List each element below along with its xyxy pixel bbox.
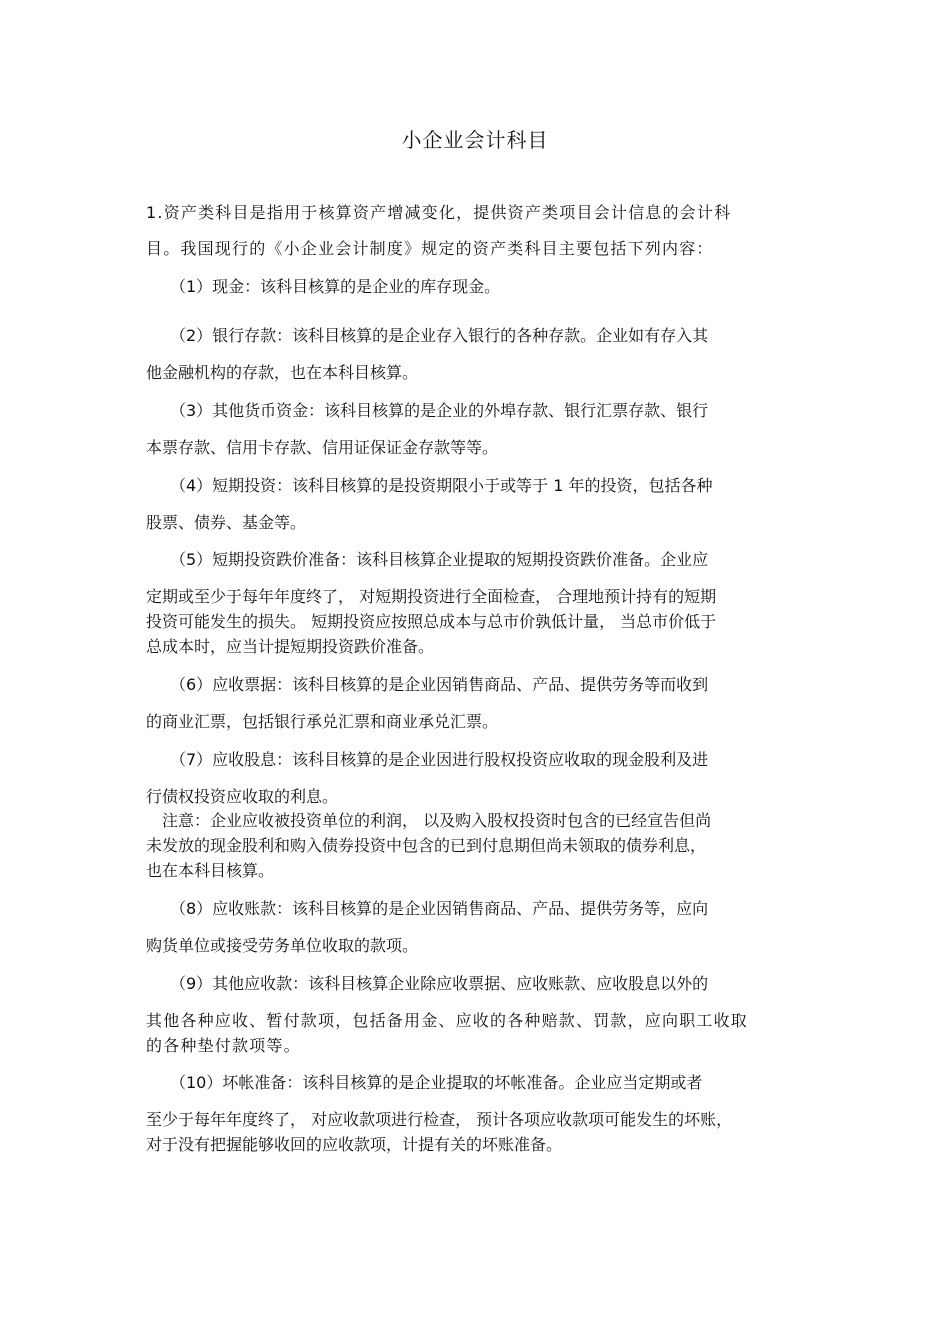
text-line: 目。我国现行的《小企业会计制度》规定的资产类科目主要包括下列内容： [146, 239, 714, 258]
text-line: 总成本时，应当计提短期投资跌价准备。 [146, 637, 435, 656]
text-line: 的商业汇票，包括银行承兑汇票和商业承兑汇票。 [146, 712, 499, 731]
text-line: （5）短期投资跌价准备：该科目核算企业提取的短期投资跌价准备。企业应 [170, 550, 709, 569]
text-line: 也在本科目核算。 [146, 861, 275, 880]
text-line: 他金融机构的存款，也在本科目核算。 [146, 363, 419, 382]
text-line: 至少于每年年度终了， 对应收款项进行检查， 预计各项应收款项可能发生的坏账， [146, 1110, 733, 1129]
text-line: （6）应收票据：该科目核算的是企业因销售商品、产品、提供劳务等而收到 [170, 675, 709, 694]
text-line: 股票、债券、基金等。 [146, 513, 307, 532]
text-line: 其他各种应收、暂付款项，包括备用金、应收的各种赔款、罚款，应向职工收取 [146, 1011, 749, 1030]
document-title: 小企业会计科目 [401, 128, 549, 152]
text-line: 未发放的现金股利和购入债券投资中包含的已到付息期但尚未领取的债券利息， [146, 836, 707, 855]
text-line: （8）应收账款：该科目核算的是企业因销售商品、产品、提供劳务等，应向 [170, 899, 709, 918]
text-line: （3）其他货币资金：该科目核算的是企业的外埠存款、银行汇票存款、银行 [170, 401, 709, 420]
text-line: （2）银行存款：该科目核算的是企业存入银行的各种存款。企业如有存入其 [170, 326, 709, 345]
text-line: 定期或至少于每年年度终了， 对短期投资进行全面检查， 合理地预计持有的短期 [146, 587, 717, 606]
text-line: 投资可能发生的损失。 短期投资应按照总成本与总市价孰低计量， 当总市价低于 [146, 612, 717, 631]
text-line: 注意：企业应收被投资单位的利润， 以及购入股权投资时包含的已经宣告但尚 [162, 811, 712, 830]
text-line: 的各种垫付款项等。 [146, 1036, 301, 1055]
text-line: 本票存款、信用卡存款、信用证保证金存款等等。 [146, 438, 499, 457]
text-line: 对于没有把握能够收回的应收款项，计提有关的坏账准备。 [146, 1135, 563, 1154]
text-line: （9）其他应收款：该科目核算企业除应收票据、应收账款、应收股息以外的 [170, 974, 709, 993]
text-line: （4）短期投资：该科目核算的是投资期限小于或等于 1 年的投资，包括各种 [170, 476, 713, 495]
text-line: 行债权投资应收取的利息。 [146, 787, 339, 806]
text-line: （10）坏帐准备：该科目核算的是企业提取的坏帐准备。企业应当定期或者 [170, 1073, 703, 1092]
text-line: 购货单位或接受劳务单位收取的款项。 [146, 936, 419, 955]
text-line: （1）现金：该科目核算的是企业的库存现金。 [170, 277, 501, 296]
text-line: （7）应收股息：该科目核算的是企业因进行股权投资应收取的现金股利及进 [170, 750, 709, 769]
text-line: 1.资产类科目是指用于核算资产增减变化，提供资产类项目会计信息的会计科 [146, 203, 732, 222]
